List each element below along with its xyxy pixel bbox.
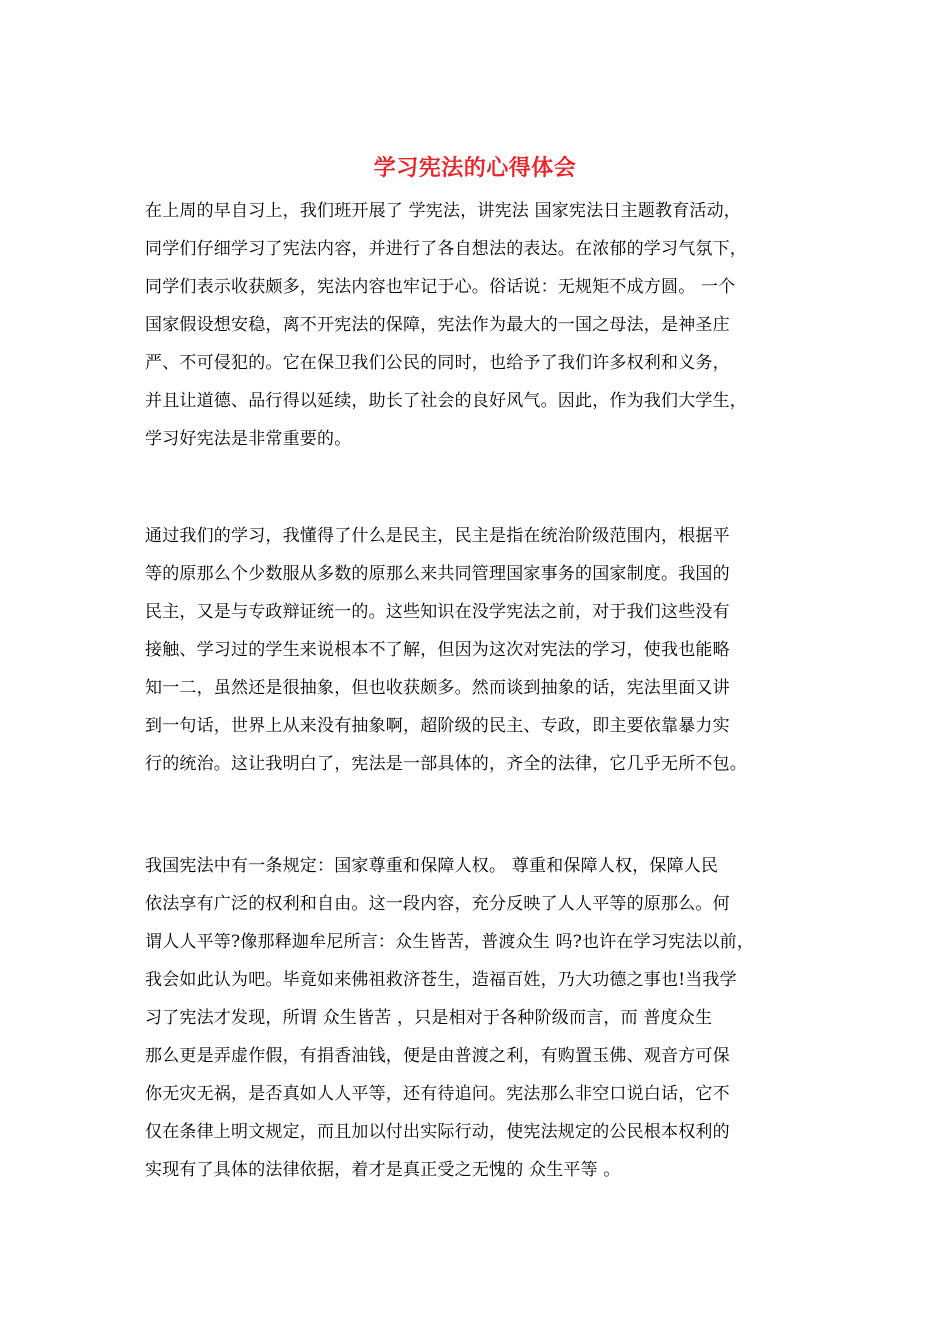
document-title: 学习宪法的心得体会 — [373, 155, 577, 181]
paragraph-line: 仅在条律上明文规定，而且加以付出实际行动，使宪法规定的公民根本权利的 — [145, 1122, 730, 1142]
paragraph-line: 同学们表示收获颇多，宪法内容也牢记于心。俗话说：无规矩不成方圆。 一个 — [145, 277, 736, 297]
paragraph-line: 实现有了具体的法律依据，着才是真正受之无愧的 众生平等 。 — [145, 1160, 621, 1180]
paragraph-line: 学习好宪法是非常重要的。 — [145, 429, 352, 449]
paragraph-line: 民主，又是与专政辩证统一的。这些知识在没学宪法之前，对于我们这些没有 — [145, 602, 730, 622]
paragraph-line: 严、不可侵犯的。它在保卫我们公民的同时，也给予了我们许多权利和义务， — [145, 353, 730, 373]
paragraph-line: 等的原那么个少数服从多数的原那么来共同管理国家事务的国家制度。我国的 — [145, 564, 730, 584]
paragraph-line: 你无灾无祸，是否真如人人平等，还有待追问。宪法那么非空口说白话，它不 — [145, 1084, 730, 1104]
paragraph-line: 那么更是弄虚作假，有捐香油钱，便是由普渡之利，有购置玉佛、观音方可保 — [145, 1046, 730, 1066]
paragraph-line: 知一二，虽然还是很抽象，但也收获颇多。然而谈到抽象的话，宪法里面又讲 — [145, 678, 730, 698]
paragraph-line: 依法享有广泛的权利和自由。这一段内容，充分反映了人人平等的原那么。何 — [145, 894, 730, 914]
paragraph-line: 我会如此认为吧。毕竟如来佛祖救济苍生，造福百姓，乃大功德之事也!当我学 — [145, 970, 737, 990]
paragraph-1 — [145, 192, 815, 458]
paragraph-line: 行的统治。这让我明白了，宪法是一部具体的，齐全的法律，它几乎无所不包。 — [145, 754, 747, 774]
paragraph-line: 在上周的早自习上，我们班开展了 学宪法，讲宪法 国家宪法日主题教育活动， — [145, 201, 742, 221]
paragraph-line: 通过我们的学习，我懂得了什么是民主，民主是指在统治阶级范围内，根据平 — [145, 526, 730, 546]
paragraph-line: 谓人人平等?像那释迦牟尼所言：众生皆苦，普渡众生 吗?也许在学习宪法以前， — [145, 932, 755, 952]
paragraph-line: 到一句话，世界上从来没有抽象啊，超阶级的民主、专政，即主要依靠暴力实 — [145, 716, 730, 736]
paragraph-line: 接触、学习过的学生来说根本不了解，但因为这次对宪法的学习，使我也能略 — [145, 640, 730, 660]
paragraph-2 — [145, 517, 815, 783]
paragraph-line: 并且让道德、品行得以延续，助长了社会的良好风气。因此，作为我们大学生， — [145, 391, 747, 411]
paragraph-line: 我国宪法中有一条规定：国家尊重和保障人权。 尊重和保障人权，保障人民 — [145, 856, 719, 876]
paragraph-3 — [145, 847, 815, 1189]
paragraph-line: 国家假设想安稳，离不开宪法的保障，宪法作为最大的一国之母法，是神圣庄 — [145, 315, 730, 335]
paragraph-line: 习了宪法才发现，所谓 众生皆苦 ，只是相对于各种阶级而言，而 普度众生 — [145, 1008, 713, 1028]
paragraph-line: 同学们仔细学习了宪法内容，并进行了各自想法的表达。在浓郁的学习气氛下， — [145, 239, 747, 259]
